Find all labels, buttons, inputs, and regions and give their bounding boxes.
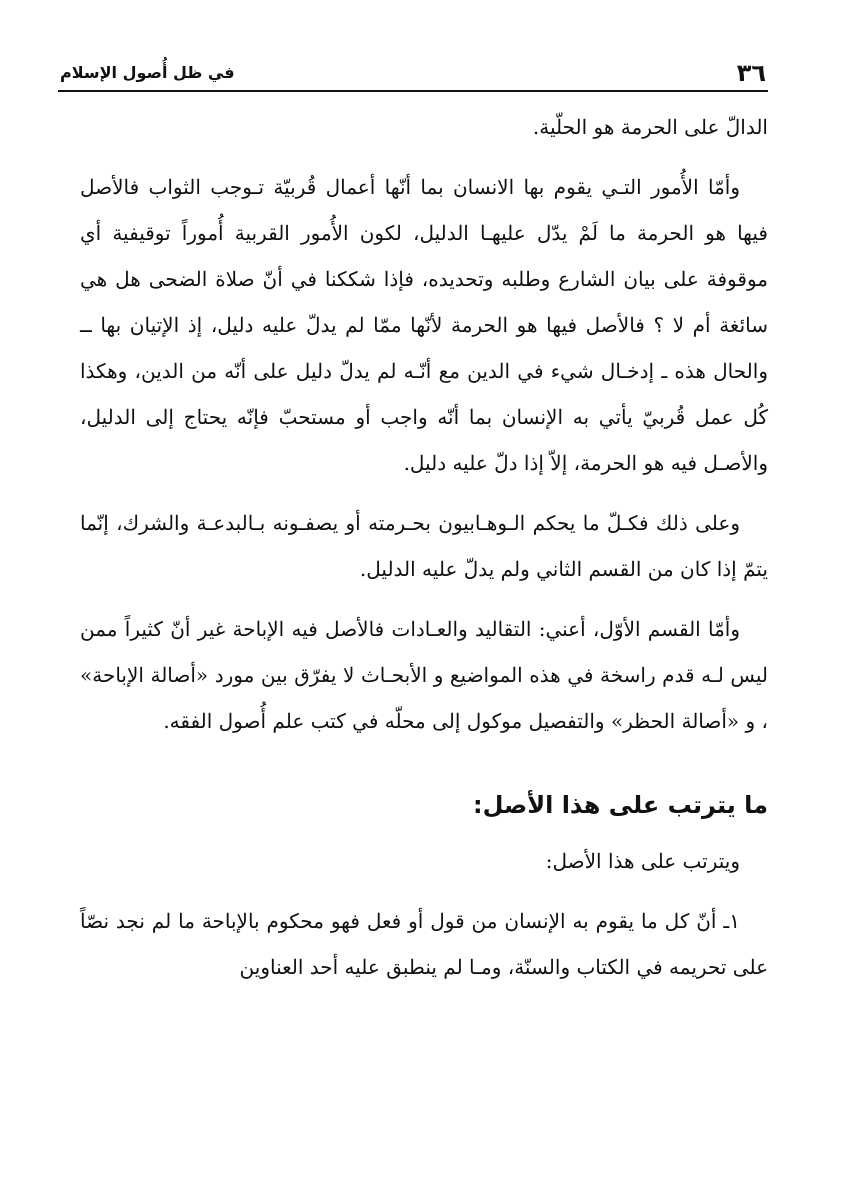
section-intro: ويترتب على هذا الأصل: — [545, 849, 740, 873]
list-item-1: ١ـ أنّ كل ما يقوم به الإنسان من قول أو فعل فهو محكوم بالإباحة ما لم نجد نصّاً على تحريمه في الكتاب والسنّة، ومـا لم ينطبق عليه أحد العناوين — [80, 909, 768, 979]
section-heading: ما يترتب على هذا الأصل: — [473, 791, 768, 819]
paragraph-3: وعلى ذلك فكـلّ ما يحكم الـوهـابيون بحـرمته أو يصفـونه بـالبدعـة والشرك، إنّما يتمّ إذا كان من القسم الثاني ولم يدلّ عليه الدليل. — [80, 511, 768, 581]
paragraph-4: وأمّا القسم الأوّل، أعني: التقاليد والعـادات فالأصل فيه الإباحة غير أنّ كثيراً ممن ليس لـه قدم راسخة في هذه المواضيع و الأبحـاث لا يفرّق بين مورد «أصالة الإباحة» ، و «أصالة الحظر» والتفصيل موكول إلى محلّه في كتب علم أُصول الفقه. — [80, 617, 768, 733]
page-header — [60, 44, 766, 88]
paragraph-1: الدالّ على الحرمة هو الحلّية. — [532, 115, 768, 139]
paragraph-2: وأمّا الأُمور التـي يقوم بها الانسان بما أنّها أعمال قُربيّة تـوجب الثواب فالأصل فيها هو الحرمة ما لَمْ يدّل عليهـا الدليل، لكون الأُمور القربية أُموراً توقيفية أي موقوفة على بيان الشارع وطلبه وتحديده، فإذا شككنا في أنّ صلاة الضحى هل هي سائغة أم لا ؟ فالأصل فيها هو الحرمة لأنّها ممّا لم يدلّ عليه دليل، إذ الإتيان بها ــ والحال هذه ـ إدخـال شيء في الدين مع أنّـه لم يدلّ دليل على أنّه من الدين، وهكذا كُل عمل قُربيّ يأتي به الإنسان بما أنّه واجب أو مستحبّ فإنّه يحتاج إلى الدليل، والأصـل فيه هو الحرمة، إلاّ إذا دلّ عليه دليل. — [80, 175, 769, 475]
body-text — [80, 104, 768, 1004]
running-title: في ظل أُصول الإسلام — [60, 63, 235, 82]
header-rule — [58, 90, 768, 92]
page-number: ٣٦ — [736, 59, 766, 87]
